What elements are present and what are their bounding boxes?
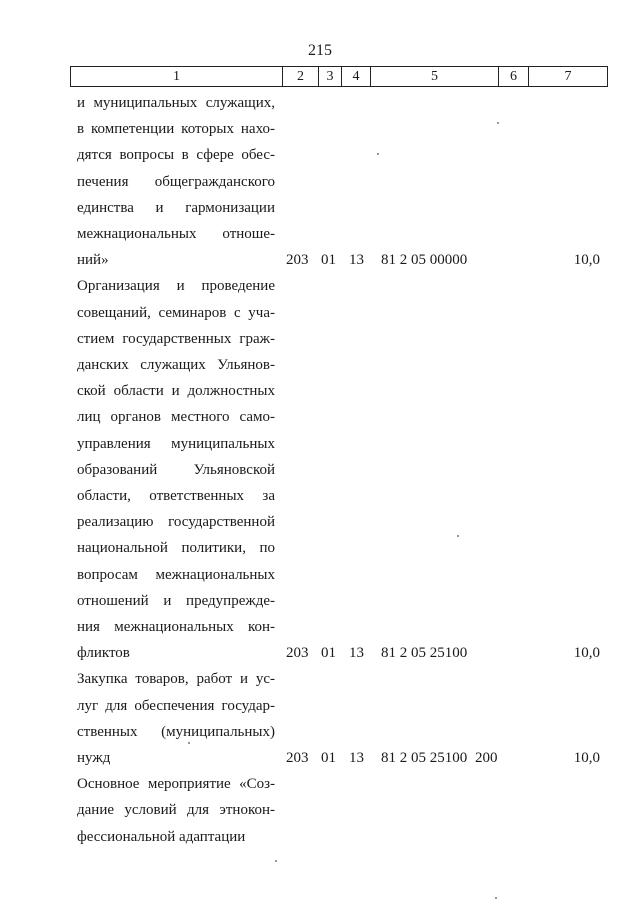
description-line: печения общегражданского bbox=[77, 173, 275, 190]
description-line: луг для обеспечения государ- bbox=[77, 697, 275, 714]
header-col-1: 1 bbox=[71, 67, 283, 86]
header-col-6: 6 bbox=[499, 67, 529, 86]
scan-speck bbox=[497, 122, 499, 124]
description-line: межнациональных отноше- bbox=[77, 226, 275, 242]
description-line: области, ответственных за bbox=[77, 487, 275, 504]
page-number: 215 bbox=[308, 42, 332, 59]
code-grbs: 203 bbox=[286, 252, 309, 269]
description-line: Основное мероприятие «Соз- bbox=[77, 776, 275, 793]
description-line: вопросам межнациональных bbox=[77, 566, 275, 583]
description-line: в компетенции которых нахо- bbox=[77, 121, 275, 138]
scan-speck bbox=[495, 897, 497, 899]
amount: 10,0 bbox=[573, 749, 600, 766]
description-line: отношений и предупрежде- bbox=[77, 592, 275, 609]
scan-speck bbox=[275, 860, 277, 862]
table-row bbox=[0, 669, 640, 774]
code-target-article: 81 2 05 00000 bbox=[381, 252, 468, 269]
description-line: образований Ульяновской bbox=[77, 461, 275, 478]
description-line: дятся вопросы в сфере обес- bbox=[77, 147, 275, 164]
description-line: данских служащих Ульянов- bbox=[77, 356, 275, 373]
table-row bbox=[0, 774, 640, 853]
description-line: единства и гармонизации bbox=[77, 199, 275, 216]
code-section: 01 bbox=[321, 645, 336, 662]
amount: 10,0 bbox=[573, 645, 600, 662]
description-line: ственных (муниципальных) bbox=[77, 723, 275, 740]
description-line: ний» bbox=[77, 252, 109, 269]
table-row bbox=[0, 276, 640, 669]
code-grbs: 203 bbox=[286, 645, 309, 662]
code-expense-type: 200 bbox=[475, 749, 498, 766]
header-col-4: 4 bbox=[342, 67, 371, 86]
header-col-7: 7 bbox=[564, 69, 572, 84]
scan-speck bbox=[188, 742, 190, 744]
code-section: 01 bbox=[321, 252, 336, 269]
code-subsection: 13 bbox=[349, 645, 364, 662]
description-line: совещаний, семинаров с уча- bbox=[77, 304, 275, 321]
code-grbs: 203 bbox=[286, 749, 309, 766]
description-line: Закупка товаров, работ и ус- bbox=[77, 671, 275, 688]
header-col-5: 5 bbox=[371, 67, 499, 86]
description-line: фликтов bbox=[77, 645, 130, 662]
code-section: 01 bbox=[321, 749, 336, 766]
description-line: ния межнациональных кон- bbox=[77, 618, 275, 635]
table-row bbox=[0, 93, 640, 276]
description-line: нужд bbox=[77, 749, 111, 766]
description-line: национальной политики, по bbox=[77, 540, 275, 557]
amount: 10,0 bbox=[573, 252, 600, 269]
table-header bbox=[70, 66, 608, 87]
description-line: дание условий для этнокон- bbox=[77, 802, 275, 819]
code-subsection: 13 bbox=[349, 252, 364, 269]
header-col-2: 2 bbox=[283, 67, 319, 86]
code-target-article: 81 2 05 25100 bbox=[381, 645, 468, 662]
description-line: Организация и проведение bbox=[77, 278, 275, 295]
scan-speck bbox=[377, 153, 379, 155]
description-line: лиц органов местного само- bbox=[77, 409, 275, 426]
scan-speck bbox=[457, 535, 459, 537]
header-col-3: 3 bbox=[319, 67, 342, 86]
description-line: реализацию государственной bbox=[77, 514, 275, 531]
code-subsection: 13 bbox=[349, 749, 364, 766]
description-line: ской области и должностных bbox=[77, 383, 275, 400]
description-line: стием государственных граж- bbox=[77, 330, 275, 347]
description-line: и муниципальных служащих, bbox=[77, 95, 275, 111]
description-line: фессиональной адаптации bbox=[77, 828, 246, 845]
description-line: управления муниципальных bbox=[77, 435, 275, 452]
code-target-article: 81 2 05 25100 bbox=[381, 749, 468, 766]
